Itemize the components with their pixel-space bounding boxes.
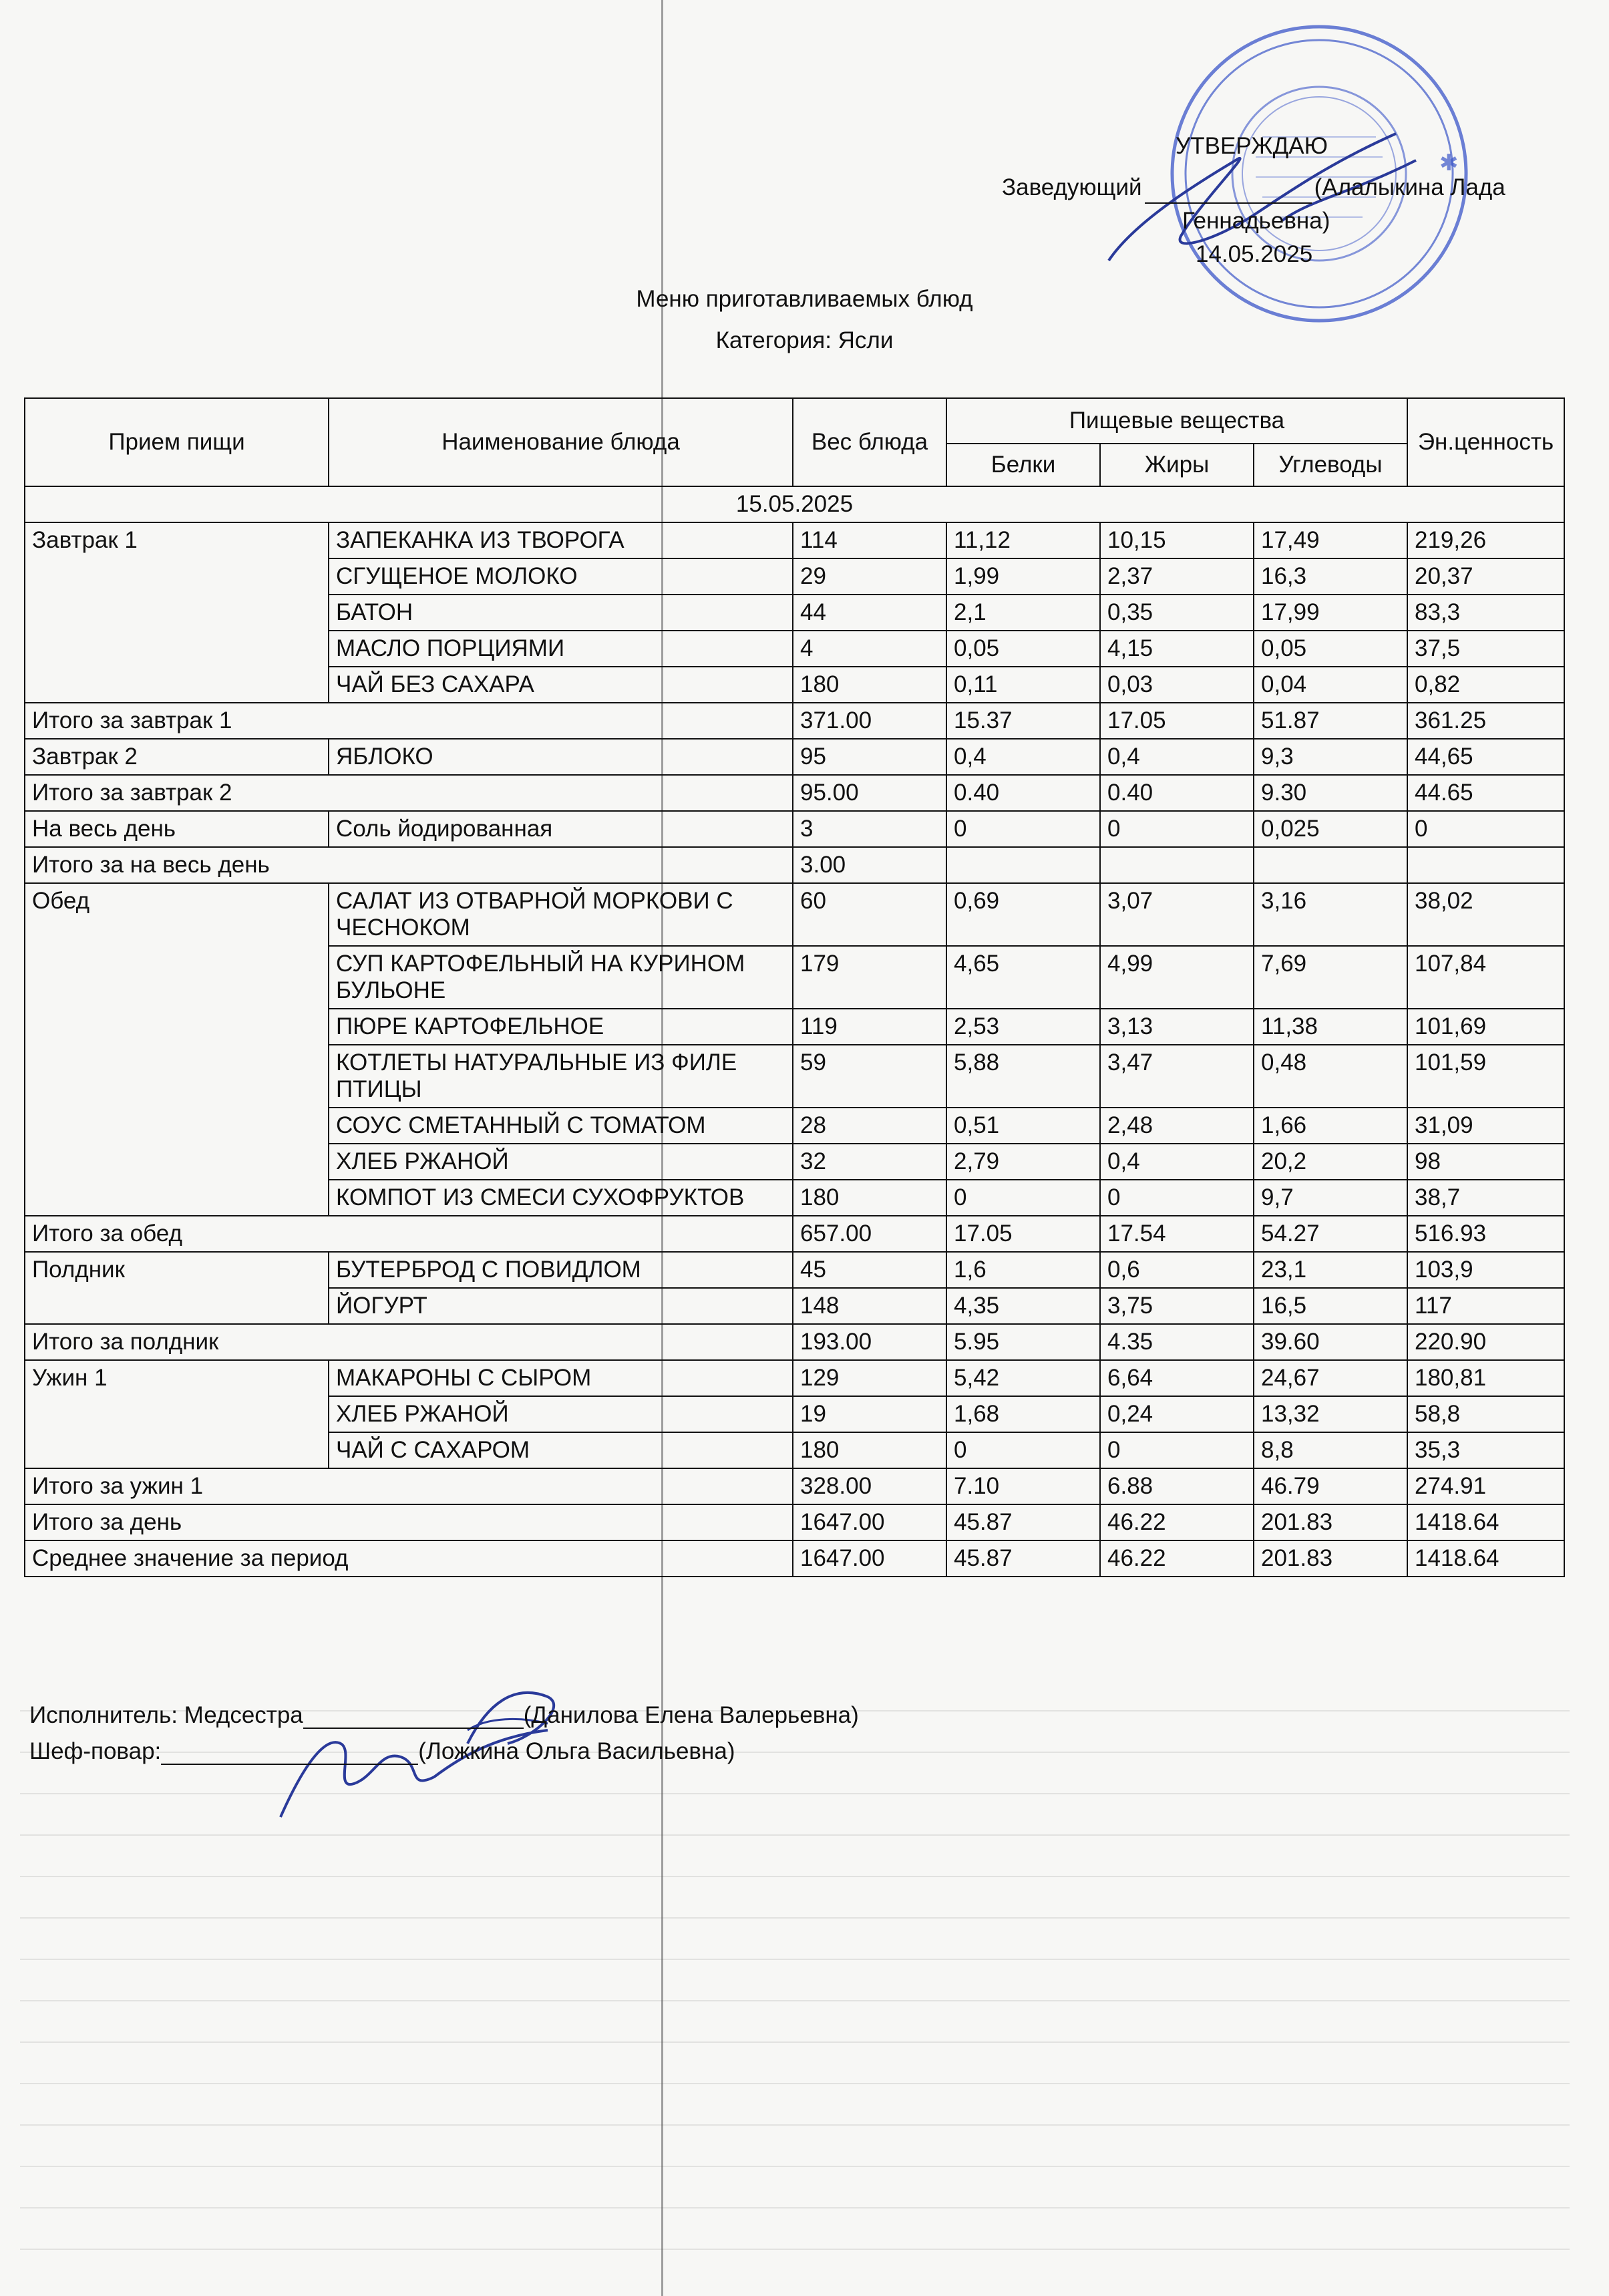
approval-date: 14.05.2025 [1196, 241, 1313, 267]
protein-cell: 45.87 [946, 1540, 1100, 1577]
table-row [25, 883, 1564, 946]
energy-cell: 31,09 [1407, 1108, 1564, 1144]
document-title: Меню приготавливаемых блюд [636, 286, 973, 312]
weight-cell: 1647.00 [793, 1540, 946, 1577]
dish-cell: КОМПОТ ИЗ СМЕСИ СУХОФРУКТОВ [329, 1180, 793, 1216]
head-name-continued: Геннадьевна) [1182, 208, 1330, 234]
dish-cell: СУП КАРТОФЕЛЬНЫЙ НА КУРИНОМ БУЛЬОНЕ [329, 946, 793, 1009]
header-fat: Жиры [1100, 444, 1254, 486]
dish-cell: СОУС СМЕТАННЫЙ С ТОМАТОМ [329, 1108, 793, 1144]
header-energy: Эн.ценность [1407, 398, 1564, 486]
chef-label: Шеф-повар: [29, 1738, 162, 1764]
protein-cell: 7.10 [946, 1468, 1100, 1504]
dish-cell: СГУЩЕНОЕ МОЛОКО [329, 558, 793, 595]
dish-cell: ЧАЙ БЕЗ САХАРА [329, 667, 793, 703]
executor-label: Исполнитель: Медсестра [29, 1702, 303, 1728]
energy-cell: 361.25 [1407, 703, 1564, 739]
weight-cell: 179 [793, 946, 946, 1009]
carbs-cell: 0,05 [1254, 631, 1407, 667]
protein-cell: 4,35 [946, 1288, 1100, 1324]
meal-cell: Ужин 1 [25, 1360, 329, 1468]
header-dish: Наименование блюда [329, 398, 793, 486]
fat-cell: 0 [1100, 811, 1254, 847]
protein-cell: 45.87 [946, 1504, 1100, 1540]
carbs-cell: 201.83 [1254, 1504, 1407, 1540]
total-row [25, 1504, 1564, 1540]
energy-cell: 101,69 [1407, 1009, 1564, 1045]
carbs-cell: 7,69 [1254, 946, 1407, 1009]
header-weight: Вес блюда [793, 398, 946, 486]
carbs-cell: 201.83 [1254, 1540, 1407, 1577]
energy-cell: 103,9 [1407, 1252, 1564, 1288]
protein-cell: 0 [946, 1432, 1100, 1468]
menu-table [24, 397, 1565, 1577]
protein-cell: 1,99 [946, 558, 1100, 595]
dish-cell: ЙОГУРТ [329, 1288, 793, 1324]
fat-cell: 17.54 [1100, 1216, 1254, 1252]
energy-cell: 58,8 [1407, 1396, 1564, 1432]
fat-cell: 3,75 [1100, 1288, 1254, 1324]
weight-cell: 180 [793, 1432, 946, 1468]
weight-cell: 95 [793, 739, 946, 775]
carbs-cell: 16,3 [1254, 558, 1407, 595]
energy-cell: 101,59 [1407, 1045, 1564, 1108]
meal-cell: Полдник [25, 1252, 329, 1324]
protein-cell: 0.40 [946, 775, 1100, 811]
carbs-cell: 16,5 [1254, 1288, 1407, 1324]
weight-cell: 60 [793, 883, 946, 946]
total-row [25, 1216, 1564, 1252]
carbs-cell: 0,04 [1254, 667, 1407, 703]
energy-cell: 274.91 [1407, 1468, 1564, 1504]
total-row [25, 1324, 1564, 1360]
dish-cell: КОТЛЕТЫ НАТУРАЛЬНЫЕ ИЗ ФИЛЕ ПТИЦЫ [329, 1045, 793, 1108]
carbs-cell: 9,3 [1254, 739, 1407, 775]
carbs-cell [1254, 847, 1407, 883]
weight-cell: 32 [793, 1144, 946, 1180]
total-label: Итого за обед [25, 1216, 793, 1252]
total-row [25, 1468, 1564, 1504]
fat-cell: 2,37 [1100, 558, 1254, 595]
dish-cell: ЧАЙ С САХАРОМ [329, 1432, 793, 1468]
weight-cell: 328.00 [793, 1468, 946, 1504]
energy-cell: 98 [1407, 1144, 1564, 1180]
energy-cell: 44,65 [1407, 739, 1564, 775]
weight-cell: 180 [793, 1180, 946, 1216]
dish-cell: ХЛЕБ РЖАНОЙ [329, 1144, 793, 1180]
header-nutrients: Пищевые вещества [946, 398, 1407, 444]
dish-cell: ХЛЕБ РЖАНОЙ [329, 1396, 793, 1432]
carbs-cell: 17,99 [1254, 595, 1407, 631]
carbs-cell: 39.60 [1254, 1324, 1407, 1360]
table-row [25, 811, 1564, 847]
weight-cell: 193.00 [793, 1324, 946, 1360]
executor-line [29, 1701, 859, 1729]
meal-cell: На весь день [25, 811, 329, 847]
fat-cell: 46.22 [1100, 1504, 1254, 1540]
meal-cell: Завтрак 2 [25, 739, 329, 775]
header-protein: Белки [946, 444, 1100, 486]
fat-cell: 4,15 [1100, 631, 1254, 667]
protein-cell: 0,4 [946, 739, 1100, 775]
table-row [25, 522, 1564, 558]
menu-date: 15.05.2025 [25, 486, 1564, 522]
fat-cell: 0 [1100, 1180, 1254, 1216]
fat-cell: 0,03 [1100, 667, 1254, 703]
energy-cell: 35,3 [1407, 1432, 1564, 1468]
protein-cell: 5,88 [946, 1045, 1100, 1108]
weight-cell: 45 [793, 1252, 946, 1288]
header-meal: Прием пищи [25, 398, 329, 486]
total-label: Итого за завтрак 1 [25, 703, 793, 739]
dish-cell: МАКАРОНЫ С СЫРОМ [329, 1360, 793, 1396]
approve-label: УТВЕРЖДАЮ [1176, 133, 1328, 159]
weight-cell: 3 [793, 811, 946, 847]
carbs-cell: 11,38 [1254, 1009, 1407, 1045]
weight-cell: 3.00 [793, 847, 946, 883]
dish-cell: Соль йодированная [329, 811, 793, 847]
carbs-cell: 0,025 [1254, 811, 1407, 847]
energy-cell: 38,7 [1407, 1180, 1564, 1216]
table-row [25, 1360, 1564, 1396]
fat-cell: 2,48 [1100, 1108, 1254, 1144]
table-row [25, 739, 1564, 775]
total-row [25, 703, 1564, 739]
energy-cell: 516.93 [1407, 1216, 1564, 1252]
dish-cell: ЗАПЕКАНКА ИЗ ТВОРОГА [329, 522, 793, 558]
carbs-cell: 24,67 [1254, 1360, 1407, 1396]
energy-cell: 117 [1407, 1288, 1564, 1324]
protein-cell [946, 847, 1100, 883]
dish-cell: ПЮРЕ КАРТОФЕЛЬНОЕ [329, 1009, 793, 1045]
energy-cell: 219,26 [1407, 522, 1564, 558]
weight-cell: 129 [793, 1360, 946, 1396]
head-name: (Алалыкина Лада [1314, 174, 1505, 200]
protein-cell: 5,42 [946, 1360, 1100, 1396]
weight-cell: 1647.00 [793, 1504, 946, 1540]
fat-cell: 6.88 [1100, 1468, 1254, 1504]
executor-name: (Данилова Елена Валерьевна) [523, 1702, 859, 1728]
table-row [25, 1252, 1564, 1288]
protein-cell: 1,68 [946, 1396, 1100, 1432]
dish-cell: ЯБЛОКО [329, 739, 793, 775]
energy-cell: 180,81 [1407, 1360, 1564, 1396]
head-line [1002, 172, 1505, 204]
chef-line [29, 1737, 735, 1765]
energy-cell: 44.65 [1407, 775, 1564, 811]
dish-cell: БУТЕРБРОД С ПОВИДЛОМ [329, 1252, 793, 1288]
protein-cell: 2,1 [946, 595, 1100, 631]
fat-cell: 6,64 [1100, 1360, 1254, 1396]
carbs-cell: 20,2 [1254, 1144, 1407, 1180]
weight-cell: 28 [793, 1108, 946, 1144]
total-row [25, 1540, 1564, 1577]
protein-cell: 5.95 [946, 1324, 1100, 1360]
fat-cell: 0,24 [1100, 1396, 1254, 1432]
carbs-cell: 17,49 [1254, 522, 1407, 558]
protein-cell: 0,69 [946, 883, 1100, 946]
protein-cell: 0 [946, 1180, 1100, 1216]
weight-cell: 371.00 [793, 703, 946, 739]
fat-cell: 4,99 [1100, 946, 1254, 1009]
protein-cell: 2,79 [946, 1144, 1100, 1180]
weight-cell: 114 [793, 522, 946, 558]
fat-cell: 0,4 [1100, 1144, 1254, 1180]
fat-cell: 3,47 [1100, 1045, 1254, 1108]
protein-cell: 0,05 [946, 631, 1100, 667]
weight-cell: 148 [793, 1288, 946, 1324]
svg-text:✱: ✱ [1439, 150, 1459, 176]
energy-cell: 37,5 [1407, 631, 1564, 667]
document-category: Категория: Ясли [715, 327, 894, 353]
total-label: Итого за ужин 1 [25, 1468, 793, 1504]
dish-cell: МАСЛО ПОРЦИЯМИ [329, 631, 793, 667]
fat-cell: 0.40 [1100, 775, 1254, 811]
carbs-cell: 13,32 [1254, 1396, 1407, 1432]
protein-cell: 11,12 [946, 522, 1100, 558]
total-row [25, 775, 1564, 811]
chef-name: (Ложкина Ольга Васильевна) [418, 1738, 735, 1764]
weight-cell: 19 [793, 1396, 946, 1432]
dish-cell: БАТОН [329, 595, 793, 631]
protein-cell: 1,6 [946, 1252, 1100, 1288]
energy-cell: 38,02 [1407, 883, 1564, 946]
fat-cell: 0,6 [1100, 1252, 1254, 1288]
head-label: Заведующий [1002, 174, 1142, 200]
weight-cell: 44 [793, 595, 946, 631]
fat-cell [1100, 847, 1254, 883]
dish-cell: САЛАТ ИЗ ОТВАРНОЙ МОРКОВИ С ЧЕСНОКОМ [329, 883, 793, 946]
carbs-cell: 51.87 [1254, 703, 1407, 739]
energy-cell: 0 [1407, 811, 1564, 847]
weight-cell: 119 [793, 1009, 946, 1045]
fat-cell: 46.22 [1100, 1540, 1254, 1577]
protein-cell: 0 [946, 811, 1100, 847]
carbs-cell: 3,16 [1254, 883, 1407, 946]
energy-cell: 220.90 [1407, 1324, 1564, 1360]
total-label: Итого за полдник [25, 1324, 793, 1360]
protein-cell: 4,65 [946, 946, 1100, 1009]
weight-cell: 4 [793, 631, 946, 667]
energy-cell: 20,37 [1407, 558, 1564, 595]
fat-cell: 17.05 [1100, 703, 1254, 739]
carbs-cell: 46.79 [1254, 1468, 1407, 1504]
total-row [25, 847, 1564, 883]
energy-cell: 1418.64 [1407, 1540, 1564, 1577]
signature-line [1145, 202, 1312, 204]
carbs-cell: 9.30 [1254, 775, 1407, 811]
meal-cell: Завтрак 1 [25, 522, 329, 703]
fat-cell: 0,35 [1100, 595, 1254, 631]
energy-cell: 107,84 [1407, 946, 1564, 1009]
carbs-cell: 9,7 [1254, 1180, 1407, 1216]
carbs-cell: 23,1 [1254, 1252, 1407, 1288]
weight-cell: 180 [793, 667, 946, 703]
protein-cell: 2,53 [946, 1009, 1100, 1045]
carbs-cell: 1,66 [1254, 1108, 1407, 1144]
protein-cell: 0,51 [946, 1108, 1100, 1144]
protein-cell: 0,11 [946, 667, 1100, 703]
weight-cell: 29 [793, 558, 946, 595]
protein-cell: 15.37 [946, 703, 1100, 739]
carbs-cell: 8,8 [1254, 1432, 1407, 1468]
energy-cell [1407, 847, 1564, 883]
fat-cell: 3,13 [1100, 1009, 1254, 1045]
fat-cell: 0,4 [1100, 739, 1254, 775]
carbs-cell: 54.27 [1254, 1216, 1407, 1252]
energy-cell: 0,82 [1407, 667, 1564, 703]
energy-cell: 1418.64 [1407, 1504, 1564, 1540]
carbs-cell: 0,48 [1254, 1045, 1407, 1108]
weight-cell: 59 [793, 1045, 946, 1108]
fat-cell: 0 [1100, 1432, 1254, 1468]
weight-cell: 657.00 [793, 1216, 946, 1252]
meal-cell: Обед [25, 883, 329, 1216]
executor-signature-line [303, 1701, 524, 1729]
fat-cell: 4.35 [1100, 1324, 1254, 1360]
fat-cell: 3,07 [1100, 883, 1254, 946]
total-label: Итого за завтрак 2 [25, 775, 793, 811]
total-label: Среднее значение за период [25, 1540, 793, 1577]
weight-cell: 95.00 [793, 775, 946, 811]
fat-cell: 10,15 [1100, 522, 1254, 558]
chef-signature-line [161, 1737, 418, 1765]
total-label: Итого за на весь день [25, 847, 793, 883]
protein-cell: 17.05 [946, 1216, 1100, 1252]
total-label: Итого за день [25, 1504, 793, 1540]
header-carbs: Углеводы [1254, 444, 1407, 486]
energy-cell: 83,3 [1407, 595, 1564, 631]
